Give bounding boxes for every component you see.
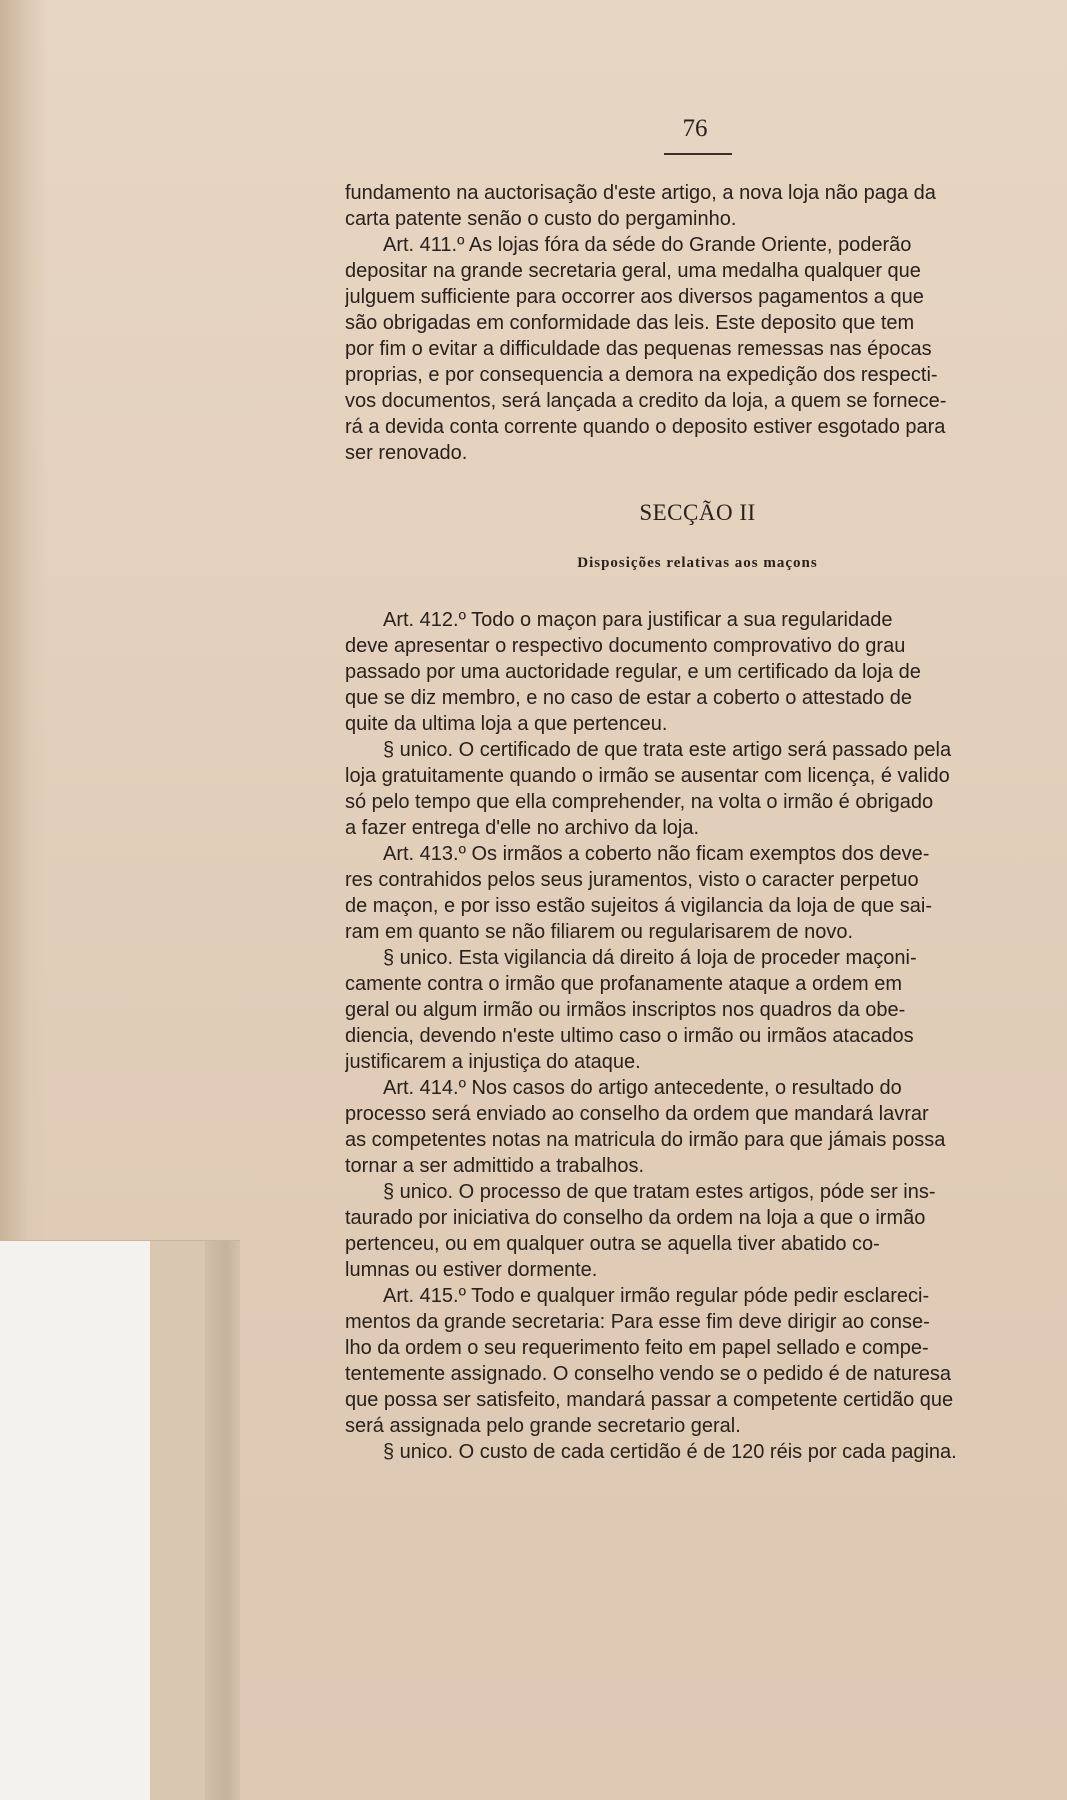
text-line: vos documentos, será lançada a credito da loja, a quem se fornece-	[345, 390, 947, 412]
text-line: taurado por iniciativa do conselho da ordem na loja a que o irmão	[345, 1207, 926, 1229]
text-line: será assignada pelo grande secretario geral.	[345, 1415, 741, 1437]
text-line: são obrigadas em conformidade das leis. Este deposito que tem	[345, 312, 915, 334]
article-412: Art. 412.º Todo o maçon para justificar a sua regularidade	[383, 609, 893, 631]
text-line: que se diz membro, e no caso de estar a coberto o attestado de	[345, 687, 913, 709]
text-line: loja gratuitamente quando o irmão se ausentar com licença, é valido	[345, 765, 950, 787]
text-line: carta patente senão o custo do pergaminho.	[345, 208, 737, 230]
text-line: geral ou algum irmão ou irmãos inscriptos nos quadros da obe-	[345, 999, 906, 1021]
article-411: Art. 411.º As lojas fóra da séde do Grande Oriente, poderão	[383, 234, 912, 256]
text-line: quite da ultima loja a que pertenceu.	[345, 713, 668, 735]
text-line: passado por uma auctoridade regular, e um certificado da loja de	[345, 661, 921, 683]
text-line: tentemente assignado. O conselho vendo se o pedido é de naturesa	[345, 1363, 951, 1385]
text-line: depositar na grande secretaria geral, uma medalha qualquer que	[345, 260, 921, 282]
page-number-rule	[664, 153, 732, 155]
text-line: res contrahidos pelos seus juramentos, visto o caracter perpetuo	[345, 869, 919, 891]
text-line: pertenceu, ou em qualquer outra se aquella tiver abatido co-	[345, 1233, 880, 1255]
text-line: rá a devida conta corrente quando o deposito estiver esgotado para	[345, 416, 946, 438]
text-line: as competentes notas na matricula do irmão para que jámais possa	[345, 1129, 946, 1151]
text-line: ram em quanto se não filiarem ou regularisarem de novo.	[345, 921, 854, 943]
text-line: só pelo tempo que ella comprehender, na volta o irmão é obrigado	[345, 791, 934, 813]
text-line: processo será enviado ao conselho da ordem que mandará lavrar	[345, 1103, 929, 1125]
text-line: a fazer entrega d'elle no archivo da loja.	[345, 817, 700, 839]
text-line: justificarem a injustiça do ataque.	[345, 1051, 641, 1073]
page-number: 76	[682, 115, 708, 142]
paragraph-unico: § unico. O processo de que tratam estes artigos, póde ser ins-	[383, 1181, 936, 1203]
article-415: Art. 415.º Todo e qualquer irmão regular póde pedir esclareci-	[383, 1285, 930, 1307]
text-line: fundamento na auctorisação d'este artigo, a nova loja não paga da	[345, 182, 936, 204]
page-fold-shadow	[0, 0, 48, 1240]
text-line: diencia, devendo n'este ultimo caso o irmão ou irmãos atacados	[345, 1025, 914, 1047]
text-line: mentos da grande secretaria: Para esse fim deve dirigir ao conse-	[345, 1311, 930, 1333]
article-414: Art. 414.º Nos casos do artigo antecedente, o resultado do	[383, 1077, 902, 1099]
section-subtitle: Disposições relativas aos maçons	[577, 555, 818, 571]
text-line: julguem sufficiente para occorrer aos diversos pagamentos a que	[345, 286, 924, 308]
text-line: de maçon, e por isso estão sujeitos á vigilancia da loja de que sai-	[345, 895, 933, 917]
paragraph-unico: § unico. Esta vigilancia dá direito á loja de proceder maçoni-	[383, 947, 917, 969]
text-line: ser renovado.	[345, 442, 468, 464]
text-line: lho da ordem o seu requerimento feito em papel sellado e compe-	[345, 1337, 929, 1359]
text-line: deve apresentar o respectivo documento comprovativo do grau	[345, 635, 906, 657]
text-line: proprias, e por consequencia a demora na expedição dos respecti-	[345, 364, 938, 386]
text-line: camente contra o irmão que profanamente ataque a ordem em	[345, 973, 902, 995]
section-title: SECÇÃO II	[639, 500, 756, 525]
text-block-bottom	[345, 607, 1060, 1465]
text-block-top	[345, 180, 1060, 466]
text-line: tornar a ser admittido a trabalhos.	[345, 1155, 645, 1177]
paragraph-unico: § unico. O certificado de que trata este artigo será passado pela	[383, 739, 952, 761]
text-line: lumnas ou estiver dormente.	[345, 1259, 598, 1281]
text-line: por fim o evitar a difficuldade das pequenas remessas nas épocas	[345, 338, 932, 360]
article-413: Art. 413.º Os irmãos a coberto não ficam exemptos dos deve-	[383, 843, 930, 865]
text-line: que possa ser satisfeito, mandará passar a competente certidão que	[345, 1389, 954, 1411]
paragraph-unico: § unico. O custo de cada certidão é de 120 réis por cada pagina.	[383, 1441, 957, 1463]
